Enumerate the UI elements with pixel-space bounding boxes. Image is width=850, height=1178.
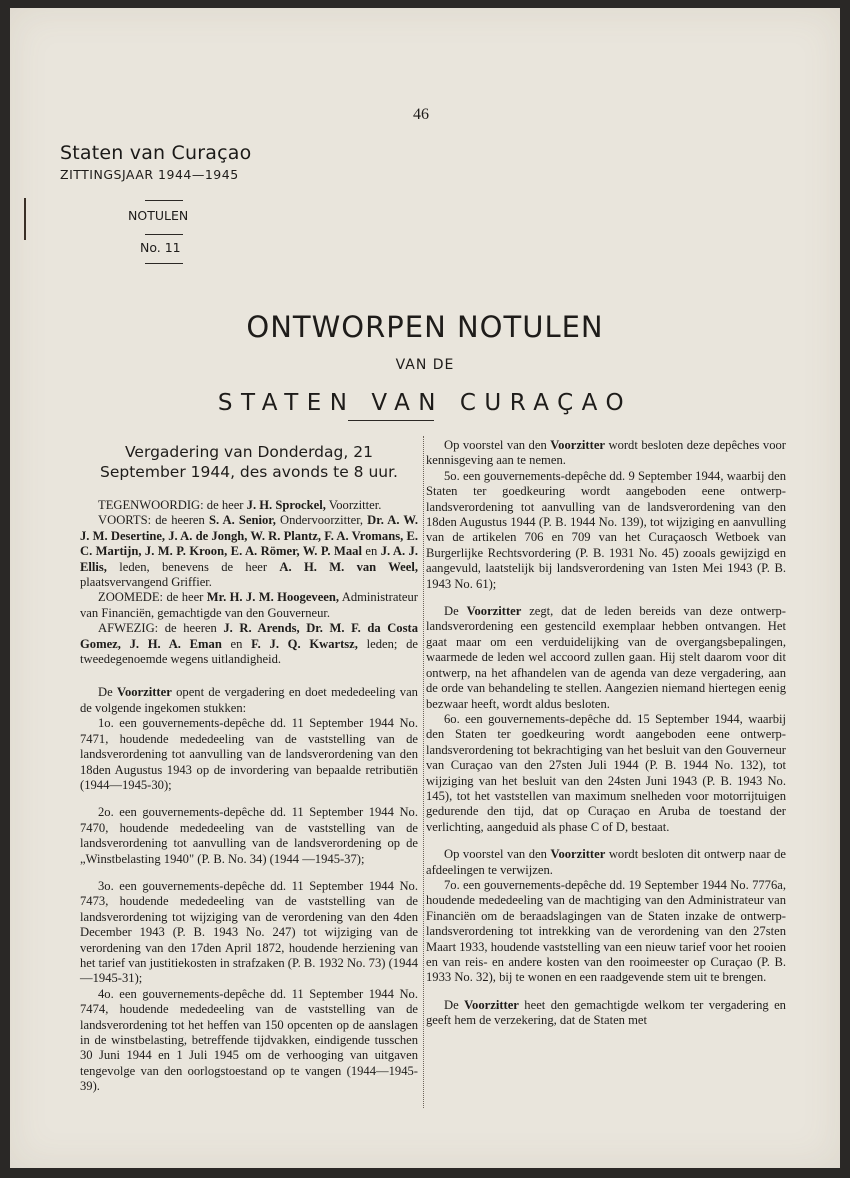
title-underline (348, 420, 434, 421)
session-heading: Vergadering van Donderdag, 21 September 1944, des avonds te 8 uur. (100, 443, 398, 481)
left-column (80, 438, 418, 1095)
header-rule (145, 263, 183, 264)
margin-mark (24, 198, 26, 240)
title-sub: STATEN VAN CURAÇAO (217, 390, 633, 416)
list-item: 3o. een gouvernements-depêche dd. 11 September 1944 No. 7473, houdende mededeeling van de vaststelling van de landsverordening tot wijziging van de verordening van den 4den December 1943 (P. B. 1943 No. 247) tot wijziging van de verordening van den 17den April 1872, houdende herziening van het tarief van justitiekosten in strafzaken (P. B. 1932 No. 73) (1944—1945-31); (80, 878, 418, 986)
attendance-present: TEGENWOORDIG: de heer J. H. Sprockel, Voorzitter. (98, 498, 382, 512)
column-divider (423, 436, 424, 1108)
header-block (60, 142, 270, 182)
list-item: 5o. een gouvernements-depêche dd. 9 September 1944, waarbij den Staten ter goedkeuring wordt aangeboden eene ontwerp-landsverordening tot aanvulling van de landsverordening van den 18den Augustus 1944 (P. B. 1944 No. 139), tot wijziging en aanvulling van de artikelen 706 en 709 van het Curaçaosch Wetboek van Burgerlijke Rechtsvordering (P. B. 1931 No. 45) zooals gewijzigd en aangevuld, laatstelijk bij landsverordening van 1sten Mei 1943 (P. B. 1943 No. 61); (426, 468, 786, 591)
decision-paragraph: Op voorstel van den Voorzitter wordt besloten dit ontwerp naar de afdeelingen te verwijzen. (426, 847, 786, 877)
header-rule (145, 234, 183, 235)
doc-session: ZITTINGSJAAR 1944—1945 (60, 167, 239, 182)
header-rule (145, 200, 183, 201)
chair-statement: De Voorzitter heet den gemachtigde welkom ter vergadering en geeft hem de verzekering, dat de Staten met (426, 997, 786, 1028)
attendance-absent: AFWEZIG: de heeren J. R. Arends, Dr. M. F. da Costa Gomez, J. H. A. Eman en F. J. Q. Kwartsz, leden; de tweedegenoemde wegens uitlandigheid. (80, 621, 418, 667)
document-page (10, 8, 840, 1168)
title-van: VAN DE (395, 357, 455, 373)
list-item: 1o. een gouvernements-depêche dd. 11 September 1944 No. 7471, houdende mededeeling van de vaststelling van de landsverordening tot aanvulling van de landsverordening van den 18den Augustus 1943 op de invordering van bepaalde retributiën (1944—1945-30); (80, 716, 418, 792)
chair-statement: De Voorzitter zegt, dat de leden bereids van deze ontwerp-landsverordening een gestencild exemplaar hebben ontvangen. Het gaat maar om een verduidelijking van de overgangsbepalingen, waarmede de leden wel accoord zullen gaan. Hij stelt daarom voor dit ontwerp, na het afhandelen van de agenda van deze vergadering, aan de orde van behandeling te stellen. Aangezien niemand hiertegen eenig bezwaar heeft, wordt aldus besloten. (426, 604, 786, 711)
main-title: ONTWORPEN NOTULEN (246, 310, 604, 344)
list-item: 2o. een gouvernements-depêche dd. 11 September 1944 No. 7470, houdende mededeeling van de vaststelling van de landsverordening tot aanvulling van de landsverordening op de „Winstbelasting 1940" (P. B. No. 34) (1944 —1945-37); (80, 805, 418, 866)
attendance-additionally: ZOOMEDE: de heer Mr. H. J. M. Hoogeveen, Administrateur van Financiën, gemachtigde van den Gouverneur. (80, 590, 418, 620)
doc-number: No. 11 (140, 240, 181, 255)
list-item: 7o. een gouvernements-depêche dd. 19 September 1944 No. 7776a, houdende mededeeling van de machtiging van den Administrateur van Financiën om de beraadslagingen van de Staten inzake de ontwerp-landsverordening tot intrekking van de verordening van den 27sten Maart 1933, houdende vaststelling van een nieuw tarief voor het rooien en van reis- en andere kosten van den rooimeester op Curaçao (P. B. 1933 No. 32), bij te wonen en een raadgevende stem uit te brengen. (426, 877, 786, 985)
list-item: 6o. een gouvernements-depêche dd. 15 September 1944, waarbij den Staten ter goedkeuring wordt aangeboden eene ontwerp-landsverordening tot bekrachtiging van het besluit van den Gouverneur van Curaçao van den 27sten Juli 1944 (P. B. 1944 No. 132), tot wijziging van het besluit van den 24sten Juni 1943 (P. B. 1943 No. 145), tot het vaststellen van maximum snelheden voor motorrijtuigen gedurende den tijd, dat op Curaçao en Aruba de toestand der verlichting, aangeduid als phase C of D, bestaat. (426, 711, 786, 834)
right-column (426, 438, 786, 1029)
opening-paragraph: De Voorzitter opent de vergadering en doet mededeeling van de volgende ingekomen stukken: (80, 685, 418, 715)
list-item: 4o. een gouvernements-depêche dd. 11 September 1944 No. 7474, houdende mededeeling van de vaststelling van de landsverordening tot het heffen van 150 opcenten op de aanslagen in de winstbelasting, betreffende tijdvakken, eindigende tusschen 30 Juni 1944 en 1 Juli 1945 om de verhooging van uitgaven tengevolge van den oorlogstoestand op te vangen (1944—1945-39). (80, 986, 418, 1094)
page-number: 46 (413, 106, 429, 123)
doc-type: NOTULEN (128, 208, 189, 223)
attendance-also: VOORTS: de heeren S. A. Senior, Ondervoorzitter, Dr. A. W. J. M. Desertine, J. A. de Jongh, W. R. Plantz, F. A. Vromans, E. C. Martijn, J. M. P. Kroon, E. A. Römer, W. P. Maal en J. A. J. Ellis, leden, benevens de heer A. H. M. van Weel, plaatsvervangend Griffier. (80, 513, 418, 590)
decision-paragraph: Op voorstel van den Voorzitter wordt besloten deze depêches voor kennisgeving aan te nemen. (426, 438, 786, 468)
doc-org: Staten van Curaçao (60, 142, 252, 164)
